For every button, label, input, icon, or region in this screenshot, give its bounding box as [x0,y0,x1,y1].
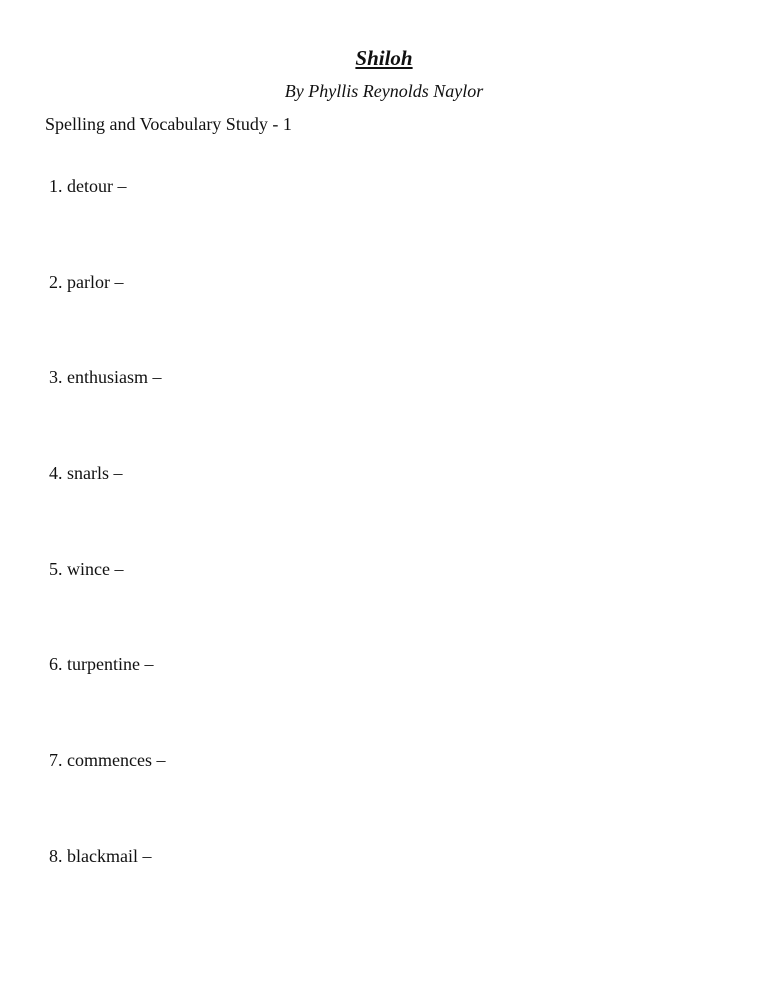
vocab-item-enthusiasm: 3. enthusiasm – [49,367,162,388]
section-heading: Spelling and Vocabulary Study - 1 [45,114,292,134]
vocab-item-blackmail: 8. blackmail – [49,845,152,866]
author-byline: By Phyllis Reynolds Naylor [284,81,484,101]
vocabulary-list [49,174,165,940]
page-title: Shiloh [355,46,413,70]
vocab-item-detour: 1. detour – [49,176,127,196]
vocab-item-turpentine: 6. turpentine – [49,654,154,675]
vocab-item-parlor: 2. parlor – [49,271,124,292]
vocab-item-snarls: 4. snarls – [49,463,123,484]
vocab-item-wince: 5. wince – [49,558,124,579]
vocab-item-commences: 7. commences – [49,750,166,771]
